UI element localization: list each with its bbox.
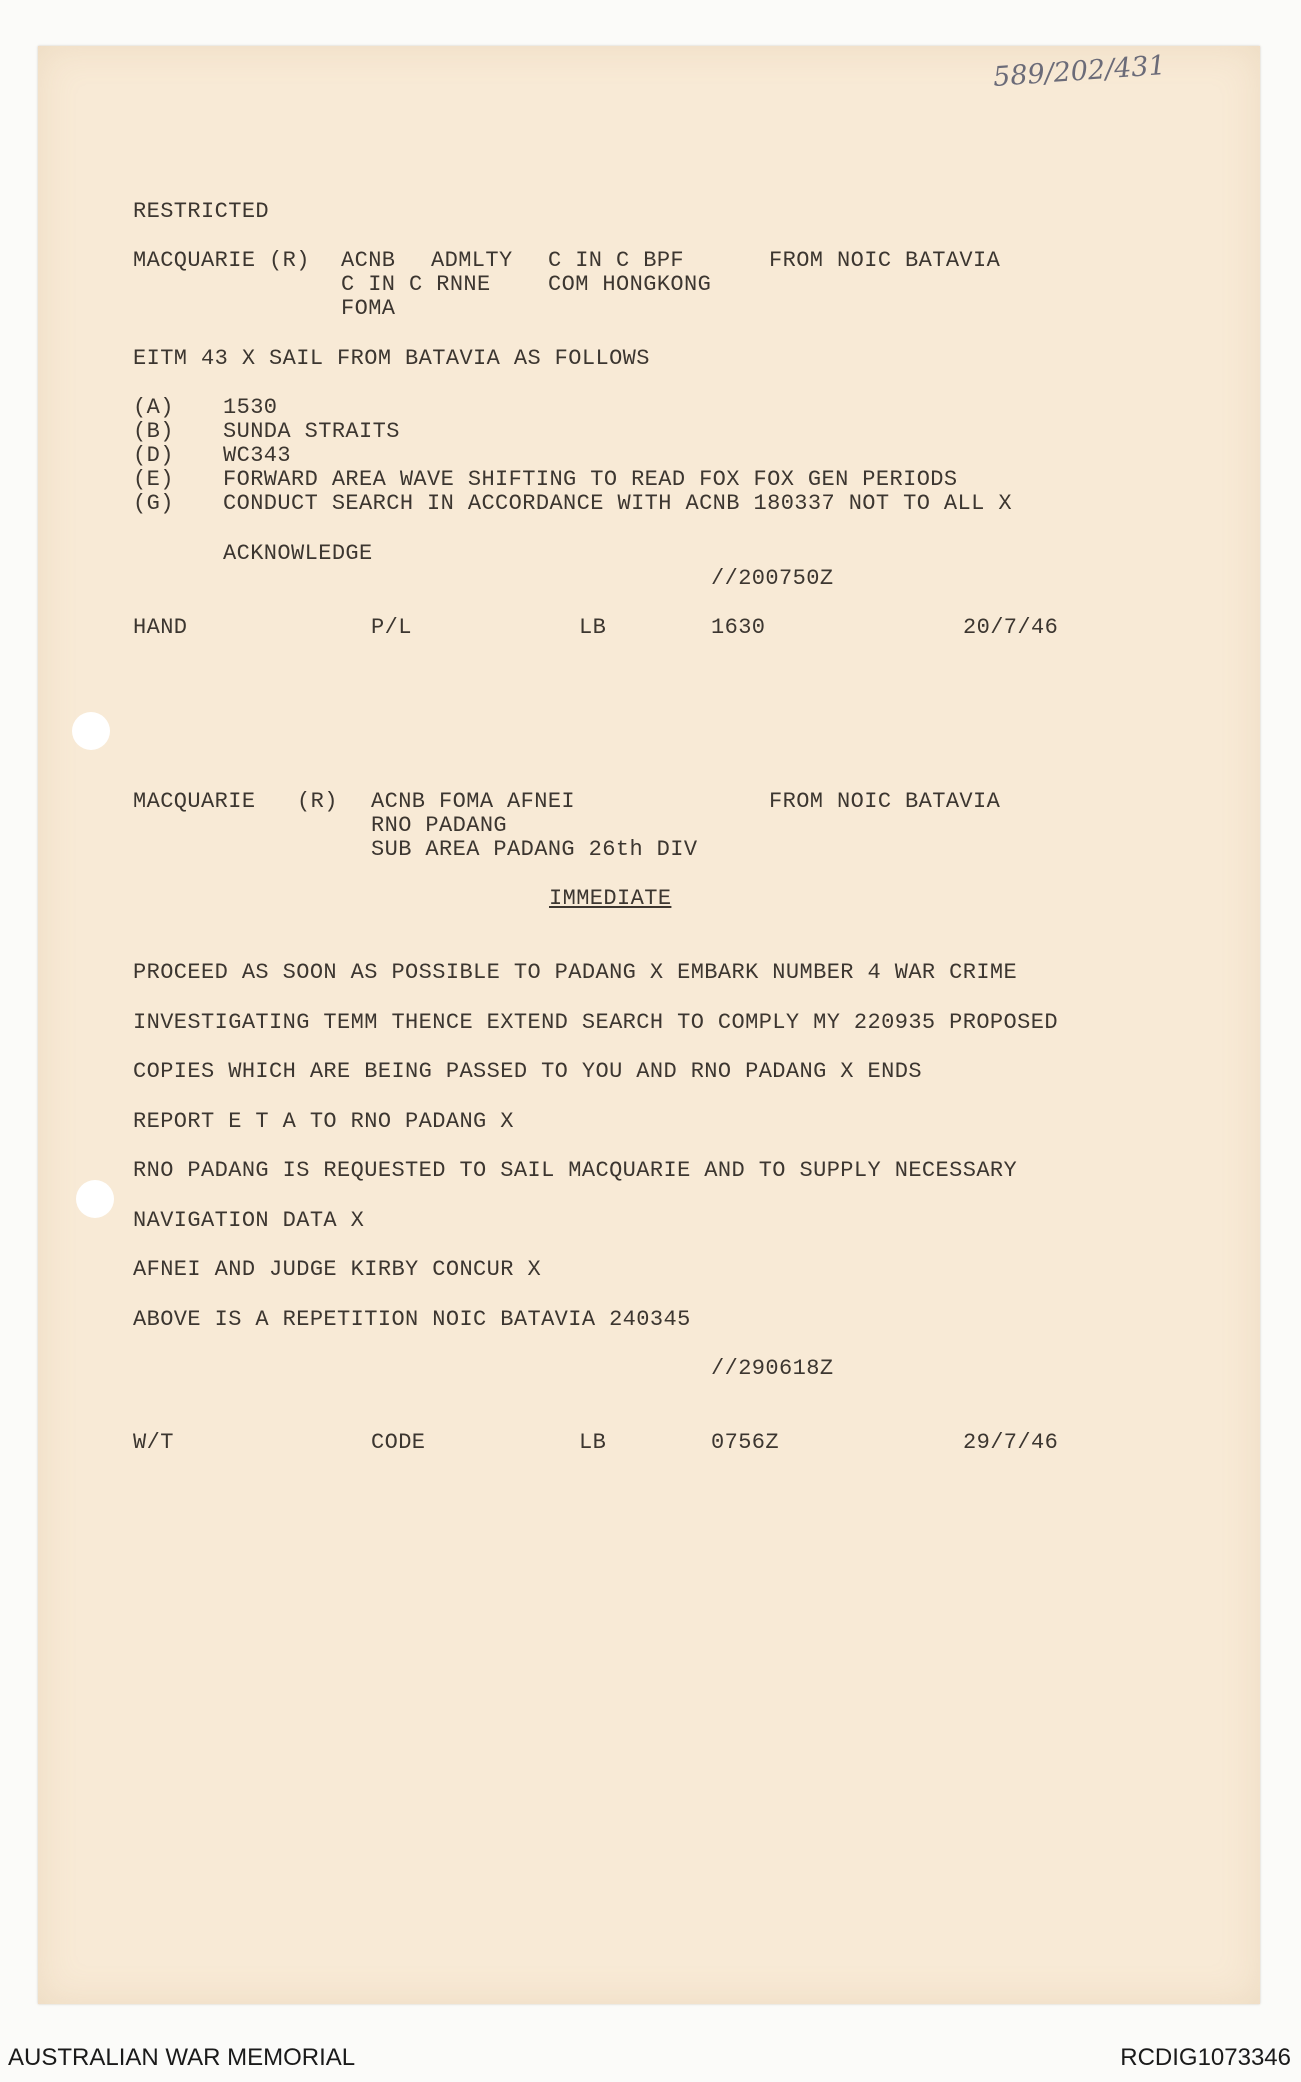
msg2-date-time-group: //290618Z [711,1356,834,1381]
msg1-recipient: COM HONGKONG [548,272,712,297]
punch-hole [72,712,110,750]
msg1-subject: EITM 43 X SAIL FROM BATAVIA AS FOLLOWS [133,346,650,371]
msg1-item-label: (G) [133,491,174,516]
msg2-routing-time: 0756Z [711,1430,780,1455]
msg2-routing-method: W/T [133,1430,174,1455]
msg2-precedence: IMMEDIATE [549,886,672,911]
msg1-recipient: ACNB [341,248,396,273]
msg1-item-text: FORWARD AREA WAVE SHIFTING TO READ FOX FOX GEN PERIODS [223,467,958,492]
msg2-body-line: NAVIGATION DATA X [133,1208,365,1233]
handwritten-reference-number: 589/202/431 [992,50,1167,93]
classification: RESTRICTED [133,199,270,224]
msg1-item-label: (D) [133,443,174,468]
msg1-item-label: (B) [133,419,174,444]
msg2-routing-type: CODE [371,1430,426,1455]
msg2-body-line: RNO PADANG IS REQUESTED TO SAIL MACQUARIE AND TO SUPPLY NECESSARY [133,1158,1018,1183]
msg2-routing-operator: LB [579,1430,607,1455]
footer-institution: AUSTRALIAN WAR MEMORIAL [8,2044,356,2071]
msg1-item-label: (A) [133,395,174,420]
msg2-body-line: ABOVE IS A REPETITION NOIC BATAVIA 240345 [133,1307,691,1332]
msg1-item-text: SUNDA STRAITS [223,419,400,444]
msg2-recipient: SUB AREA PADANG 26th DIV [371,837,698,862]
msg1-addressee: MACQUARIE (R) [133,248,310,273]
document-sheet [38,46,1260,2004]
msg2-from: FROM NOIC BATAVIA [769,789,1001,814]
msg1-routing-date: 20/7/46 [963,615,1059,640]
msg1-acknowledge: ACKNOWLEDGE [223,541,373,566]
msg2-body-line: INVESTIGATING TEMM THENCE EXTEND SEARCH TO COMPLY MY 220935 PROPOSED [133,1010,1058,1035]
footer-record-id: RCDIG1073346 [1120,2044,1291,2071]
msg1-recipient: ADMLTY [431,248,513,273]
msg2-body-line: AFNEI AND JUDGE KIRBY CONCUR X [133,1257,542,1282]
msg1-item-text: CONDUCT SEARCH IN ACCORDANCE WITH ACNB 180337 NOT TO ALL X [223,491,1012,516]
msg1-recipient: FOMA [341,296,396,321]
msg1-recipient: C IN C RNNE [341,272,491,297]
msg1-recipient: C IN C BPF [548,248,685,273]
msg2-body-line: REPORT E T A TO RNO PADANG X [133,1109,514,1134]
msg1-routing-type: P/L [371,615,412,640]
msg2-addressee-suffix: (R) [297,789,338,814]
msg2-recipient: RNO PADANG [371,813,508,838]
msg2-recipient: ACNB FOMA AFNEI [371,789,576,814]
msg1-date-time-group: //200750Z [711,566,834,591]
msg1-routing-operator: LB [579,615,607,640]
msg2-body-line: PROCEED AS SOON AS POSSIBLE TO PADANG X EMBARK NUMBER 4 WAR CRIME [133,960,1018,985]
msg1-from: FROM NOIC BATAVIA [769,248,1001,273]
msg1-item-text: 1530 [223,395,278,420]
msg1-routing-time: 1630 [711,615,766,640]
msg2-addressee: MACQUARIE [133,789,256,814]
msg2-body-line: COPIES WHICH ARE BEING PASSED TO YOU AND RNO PADANG X ENDS [133,1059,922,1084]
msg1-item-text: WC343 [223,443,292,468]
punch-hole [76,1180,114,1218]
msg1-item-label: (E) [133,467,174,492]
msg1-routing-method: HAND [133,615,188,640]
msg2-routing-date: 29/7/46 [963,1430,1059,1455]
